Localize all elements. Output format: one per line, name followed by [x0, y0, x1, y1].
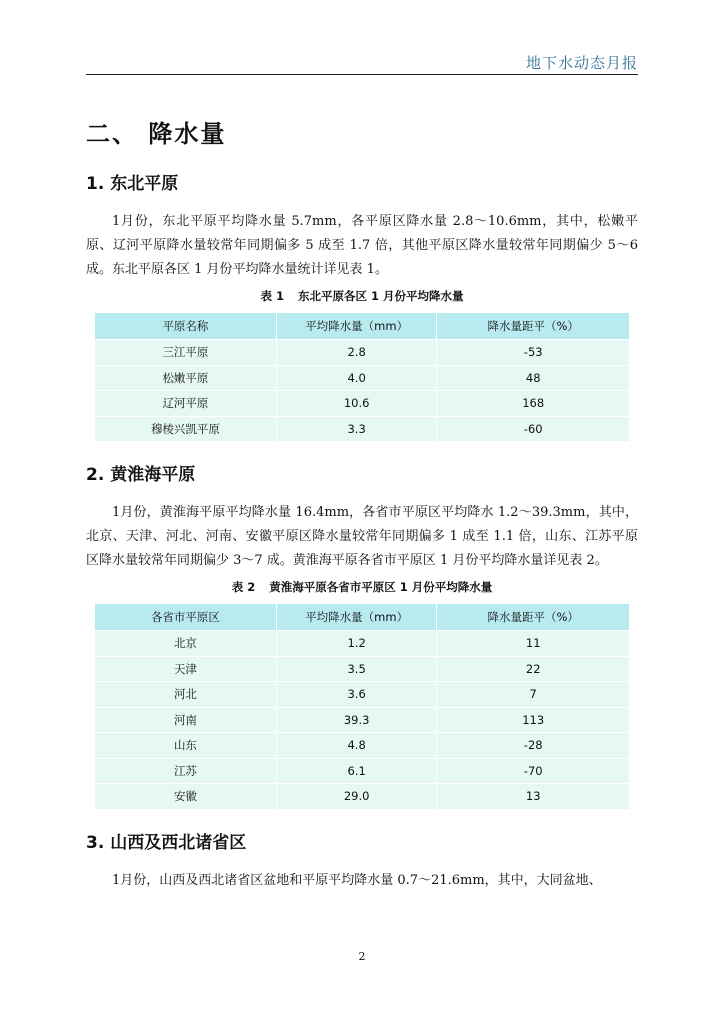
paragraph-1: 1月份，东北平原平均降水量 5.7mm，各平原区降水量 2.8～10.6mm，其中，松嫩平原、辽河平原降水量较常年同期偏多 5 成至 1.7 倍，其他平原区降水量较常年同期偏少 5～6 成。东北平原各区 1 月份平均降水量统计详见表 1。 — [86, 214, 638, 277]
table-cell: 168 — [437, 391, 630, 417]
table-cell: 113 — [437, 707, 630, 733]
table-cell: 松嫩平原 — [95, 365, 277, 391]
table-cell: 4.8 — [276, 733, 437, 759]
table-row — [95, 631, 630, 657]
table1-header-cell: 平均降水量（mm） — [276, 313, 437, 340]
table2-header-cell: 降水量距平（%） — [437, 604, 630, 631]
table-cell: 三江平原 — [95, 340, 277, 366]
table-cell: 穆棱兴凯平原 — [95, 416, 277, 442]
table-cell: 山东 — [95, 733, 277, 759]
table-cell: 11 — [437, 631, 630, 657]
page-content — [86, 100, 638, 899]
table-cell: 29.0 — [276, 784, 437, 810]
table-row — [95, 416, 630, 442]
subsection-title-2: 2. 黄淮海平原 — [86, 465, 196, 485]
header-title: 地下水动态月报 — [525, 54, 638, 72]
table-cell: 河北 — [95, 682, 277, 708]
table2-header-cell: 各省市平原区 — [95, 604, 277, 631]
table1-caption — [86, 288, 638, 304]
table-cell: 10.6 — [276, 391, 437, 417]
table1 — [94, 312, 630, 442]
table-cell: 3.6 — [276, 682, 437, 708]
table1-caption-text: 东北平原各区 1 月份平均降水量 — [298, 289, 464, 303]
table1-header-cell: 平原名称 — [95, 313, 277, 340]
table-cell: 39.3 — [276, 707, 437, 733]
table-row — [95, 758, 630, 784]
table-cell: 河南 — [95, 707, 277, 733]
table-cell: 13 — [437, 784, 630, 810]
table-cell: -70 — [437, 758, 630, 784]
table-cell: 天津 — [95, 656, 277, 682]
table-cell: 22 — [437, 656, 630, 682]
table-cell: 安徽 — [95, 784, 277, 810]
table2-label: 表 2 — [231, 580, 256, 594]
table-row — [95, 391, 630, 417]
table-cell: 48 — [437, 365, 630, 391]
table-cell: 3.3 — [276, 416, 437, 442]
table-cell: -60 — [437, 416, 630, 442]
header-rule — [86, 74, 638, 75]
table-cell: 江苏 — [95, 758, 277, 784]
table2-header-row — [95, 604, 630, 631]
table-cell: 2.8 — [276, 340, 437, 366]
subsection-title-1: 1. 东北平原 — [86, 174, 179, 194]
table-cell: 3.5 — [276, 656, 437, 682]
table-cell: 1.2 — [276, 631, 437, 657]
table1-header-row — [95, 313, 630, 340]
page-number: 2 — [358, 950, 366, 963]
table-row — [95, 733, 630, 759]
table-cell: 4.0 — [276, 365, 437, 391]
table-row — [95, 340, 630, 366]
table2-caption — [86, 579, 638, 595]
table-cell: 6.1 — [276, 758, 437, 784]
table1-header-cell: 降水量距平（%） — [437, 313, 630, 340]
table-row — [95, 365, 630, 391]
table2-header-cell: 平均降水量（mm） — [276, 604, 437, 631]
table-cell: 北京 — [95, 631, 277, 657]
table-cell: -53 — [437, 340, 630, 366]
table2 — [94, 603, 630, 810]
table-cell: 辽河平原 — [95, 391, 277, 417]
table-row — [95, 656, 630, 682]
table-cell: -28 — [437, 733, 630, 759]
table-row — [95, 784, 630, 810]
table1-label: 表 1 — [260, 289, 284, 303]
paragraph-3: 1月份，山西及西北诸省区盆地和平原平均降水量 0.7～21.6mm，其中，大同盆地、 — [112, 872, 602, 888]
section-title: 二、 降水量 — [86, 120, 227, 148]
table-row — [95, 707, 630, 733]
subsection-title-3: 3. 山西及西北诸省区 — [86, 832, 247, 853]
table-row — [95, 682, 630, 708]
paragraph-2: 1月份，黄淮海平原平均降水量 16.4mm，各省市平原区平均降水 1.2～39.3mm，其中，北京、天津、河北、河南、安徽平原区降水量较常年同期偏多 1 成至 1.1 倍，山东、江苏平原区降水量较常年同期偏少 3～7 成。黄淮海平原各省市平原区 1 月份平均降水量详见表 2。 — [86, 505, 638, 568]
table-cell: 7 — [437, 682, 630, 708]
table2-caption-text: 黄淮海平原各省市平原区 1 月份平均降水量 — [269, 580, 493, 594]
